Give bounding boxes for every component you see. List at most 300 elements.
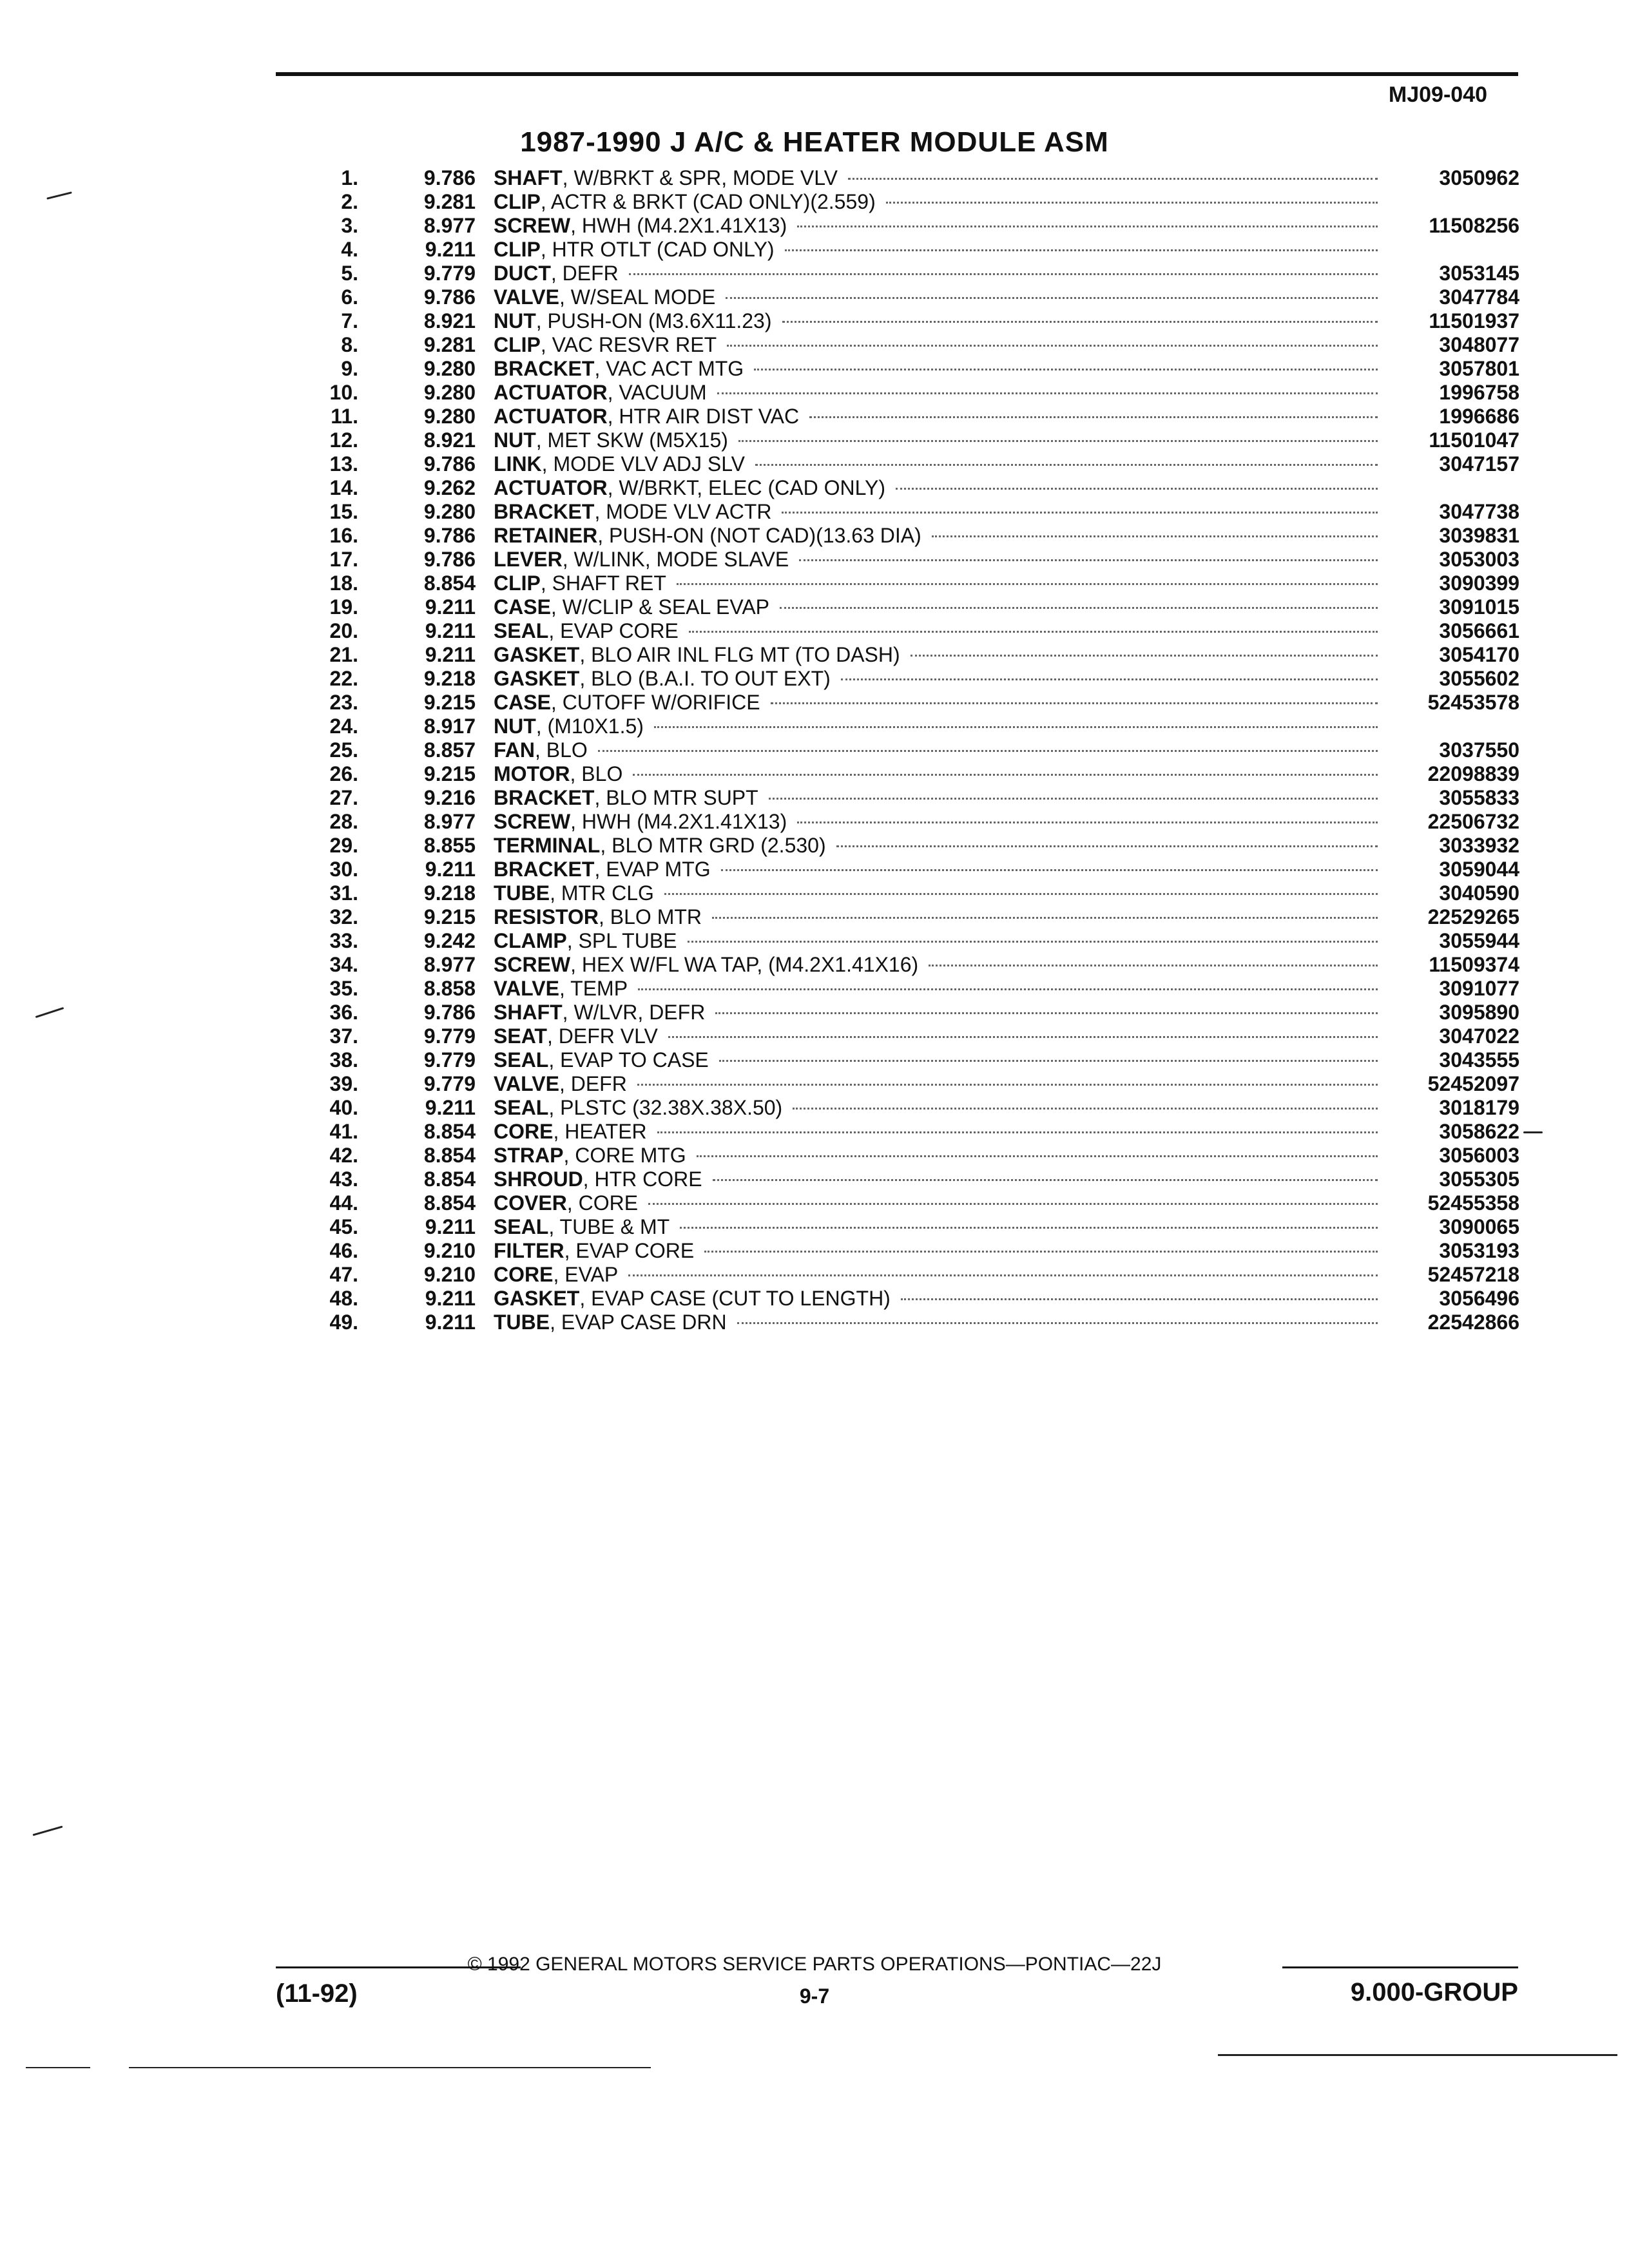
part-description bbox=[494, 1168, 1383, 1191]
part-number: 11509374 bbox=[1429, 953, 1519, 976]
part-name: VALVE bbox=[494, 285, 559, 309]
table-row bbox=[0, 381, 1629, 405]
part-number: 3047022 bbox=[1439, 1024, 1519, 1048]
part-number: 3059044 bbox=[1439, 858, 1519, 881]
leader-dots bbox=[717, 392, 1378, 394]
item-number: 28. bbox=[329, 810, 358, 833]
part-detail: , HTR OTLT (CAD ONLY) bbox=[540, 238, 775, 261]
group-number: 8.921 bbox=[423, 428, 476, 452]
part-description bbox=[494, 1191, 1383, 1215]
part-description bbox=[494, 643, 1383, 667]
item-number: 16. bbox=[329, 524, 358, 547]
part-name: CLIP bbox=[494, 333, 541, 356]
item-number: 38. bbox=[329, 1048, 358, 1072]
item-number: 6. bbox=[341, 285, 358, 309]
part-description bbox=[494, 238, 1383, 262]
part-name: SEAT bbox=[494, 1024, 547, 1048]
part-description bbox=[494, 476, 1383, 500]
part-description bbox=[494, 834, 1383, 858]
part-name: GASKET bbox=[494, 1287, 580, 1310]
part-number: 3048077 bbox=[1439, 333, 1519, 356]
part-name: BRACKET bbox=[494, 357, 595, 380]
group-number: 9.210 bbox=[423, 1263, 476, 1286]
group-number: 9.218 bbox=[423, 667, 476, 690]
part-number: 11508256 bbox=[1429, 214, 1519, 237]
part-name: BRACKET bbox=[494, 858, 595, 881]
table-row bbox=[0, 1144, 1629, 1168]
leader-dots bbox=[782, 512, 1378, 514]
leader-dots bbox=[712, 917, 1378, 919]
table-row bbox=[0, 762, 1629, 786]
part-name: GASKET bbox=[494, 667, 580, 690]
part-name: SCREW bbox=[494, 953, 571, 976]
table-row bbox=[0, 190, 1629, 214]
part-name: NUT bbox=[494, 428, 536, 452]
leader-dots bbox=[836, 845, 1378, 847]
leader-dots bbox=[841, 678, 1378, 680]
group-number: 9.211 bbox=[425, 238, 476, 261]
table-row bbox=[0, 405, 1629, 428]
part-detail: , VAC RESVR RET bbox=[540, 333, 717, 356]
table-row bbox=[0, 881, 1629, 905]
item-number: 40. bbox=[329, 1096, 358, 1119]
part-description bbox=[494, 1311, 1383, 1334]
group-number: 9.211 bbox=[425, 1287, 476, 1310]
part-detail: , PUSH-ON (M3.6X11.23) bbox=[535, 309, 772, 332]
part-detail: , CUTOFF W/ORIFICE bbox=[550, 691, 760, 714]
group-number: 9.218 bbox=[423, 881, 476, 905]
table-row bbox=[0, 810, 1629, 834]
part-description bbox=[494, 953, 1383, 977]
item-number: 37. bbox=[329, 1024, 358, 1048]
group-number: 8.855 bbox=[423, 834, 476, 857]
part-number: 22529265 bbox=[1427, 905, 1519, 928]
part-number: 3056003 bbox=[1439, 1144, 1519, 1167]
leader-dots bbox=[799, 559, 1378, 561]
part-description bbox=[494, 929, 1383, 953]
part-detail: , BLO MTR GRD (2.530) bbox=[600, 834, 826, 857]
leader-dots bbox=[726, 297, 1378, 299]
part-description bbox=[494, 500, 1383, 524]
table-row bbox=[0, 333, 1629, 357]
scan-edge-line bbox=[26, 2067, 90, 2068]
leader-dots bbox=[598, 750, 1378, 752]
part-detail: , HTR CORE bbox=[583, 1168, 702, 1191]
leader-dots bbox=[911, 655, 1378, 657]
table-row bbox=[0, 1263, 1629, 1287]
part-name: CLIP bbox=[494, 238, 541, 261]
part-detail: , TUBE & MT bbox=[548, 1215, 670, 1238]
part-name: GASKET bbox=[494, 643, 580, 666]
group-number: 9.280 bbox=[423, 357, 476, 380]
part-number: 22098839 bbox=[1427, 762, 1519, 785]
item-number: 44. bbox=[329, 1191, 358, 1215]
leader-dots bbox=[713, 1179, 1378, 1181]
part-description bbox=[494, 1287, 1383, 1311]
binding-mark bbox=[33, 1825, 63, 1836]
part-description bbox=[494, 1144, 1383, 1168]
table-row bbox=[0, 643, 1629, 667]
leader-dots bbox=[727, 345, 1378, 347]
leader-dots bbox=[793, 1108, 1378, 1110]
leader-dots bbox=[896, 488, 1378, 490]
part-description bbox=[494, 810, 1383, 834]
group-number: 9.786 bbox=[423, 1001, 476, 1024]
part-description bbox=[494, 1048, 1383, 1072]
part-detail: , W/LVR, DEFR bbox=[562, 1001, 706, 1024]
group-number: 9.215 bbox=[423, 905, 476, 928]
part-number: 52457218 bbox=[1427, 1263, 1519, 1286]
part-number: 3057801 bbox=[1439, 357, 1519, 380]
table-row bbox=[0, 1215, 1629, 1239]
part-name: BRACKET bbox=[494, 786, 595, 809]
part-description bbox=[494, 262, 1383, 285]
part-description bbox=[494, 548, 1383, 572]
part-detail: , EVAP MTG bbox=[594, 858, 711, 881]
part-name: CLIP bbox=[494, 572, 541, 595]
top-rule bbox=[276, 72, 1518, 76]
item-number: 46. bbox=[329, 1239, 358, 1262]
part-detail: , EVAP TO CASE bbox=[548, 1048, 709, 1072]
footer-rule-right bbox=[1282, 1966, 1518, 1968]
part-description bbox=[494, 1120, 1383, 1144]
item-number: 32. bbox=[329, 905, 358, 928]
part-number: 22542866 bbox=[1427, 1311, 1519, 1334]
part-description bbox=[494, 405, 1383, 428]
table-row bbox=[0, 953, 1629, 977]
leader-dots bbox=[689, 631, 1378, 633]
group-number: 9.211 bbox=[425, 858, 476, 881]
group-number: 9.211 bbox=[425, 1096, 476, 1119]
part-description bbox=[494, 1215, 1383, 1239]
part-name: TUBE bbox=[494, 1311, 550, 1334]
part-detail: , MTR CLG bbox=[550, 881, 654, 905]
leader-dots bbox=[628, 1274, 1378, 1276]
leader-dots bbox=[737, 1322, 1378, 1324]
item-number: 24. bbox=[329, 715, 358, 738]
part-description bbox=[494, 1072, 1383, 1096]
table-row bbox=[0, 428, 1629, 452]
part-number: 3058622 bbox=[1439, 1120, 1519, 1143]
table-row bbox=[0, 238, 1629, 262]
scan-edge-line bbox=[129, 2067, 651, 2068]
group-number: 8.977 bbox=[423, 214, 476, 237]
item-number: 49. bbox=[329, 1311, 358, 1334]
item-number: 23. bbox=[329, 691, 358, 714]
part-number: 3055602 bbox=[1439, 667, 1519, 690]
part-name: NUT bbox=[494, 715, 536, 738]
part-name: CLIP bbox=[494, 190, 541, 213]
part-number: 22506732 bbox=[1427, 810, 1519, 833]
group-number: 9.786 bbox=[423, 524, 476, 547]
part-detail: , W/BRKT & SPR, MODE VLV bbox=[562, 166, 838, 189]
group-number: 9.216 bbox=[423, 786, 476, 809]
part-detail: , BLO AIR INL FLG MT (TO DASH) bbox=[579, 643, 900, 666]
part-name: CORE bbox=[494, 1263, 554, 1286]
part-name: CORE bbox=[494, 1120, 554, 1143]
leader-dots bbox=[782, 321, 1378, 323]
item-number: 42. bbox=[329, 1144, 358, 1167]
leader-dots bbox=[738, 440, 1378, 442]
part-description bbox=[494, 595, 1383, 619]
part-detail: , DEFR VLV bbox=[546, 1024, 658, 1048]
leader-dots bbox=[797, 226, 1378, 227]
table-row bbox=[0, 524, 1629, 548]
part-name: SEAL bbox=[494, 619, 549, 642]
part-name: SCREW bbox=[494, 810, 571, 833]
item-number: 12. bbox=[329, 428, 358, 452]
part-detail: , HEATER bbox=[553, 1120, 647, 1143]
item-number: 47. bbox=[329, 1263, 358, 1286]
scan-edge-line bbox=[1218, 2054, 1617, 2056]
part-detail: , MODE VLV ADJ SLV bbox=[541, 452, 746, 476]
table-row bbox=[0, 1072, 1629, 1096]
part-name: NUT bbox=[494, 309, 536, 332]
part-description bbox=[494, 738, 1383, 762]
part-name: SEAL bbox=[494, 1215, 549, 1238]
part-description bbox=[494, 905, 1383, 929]
part-number: 52455358 bbox=[1427, 1191, 1519, 1215]
part-name: CASE bbox=[494, 595, 551, 619]
part-detail: , TEMP bbox=[559, 977, 628, 1000]
item-number: 8. bbox=[341, 333, 358, 356]
table-row bbox=[0, 715, 1629, 738]
table-row bbox=[0, 905, 1629, 929]
parts-list bbox=[0, 166, 1629, 1334]
group-number: 8.854 bbox=[423, 1120, 476, 1143]
group-number: 9.779 bbox=[423, 1024, 476, 1048]
group-label: 9.000-GROUP bbox=[1350, 1978, 1518, 2006]
part-detail: , CORE bbox=[566, 1191, 639, 1215]
part-number: 11501047 bbox=[1429, 428, 1519, 452]
part-number: 3033932 bbox=[1439, 834, 1519, 857]
part-number: 3050962 bbox=[1439, 166, 1519, 189]
item-number: 35. bbox=[329, 977, 358, 1000]
part-name: COVER bbox=[494, 1191, 567, 1215]
part-detail: , EVAP CASE DRN bbox=[550, 1311, 727, 1334]
part-description bbox=[494, 858, 1383, 881]
part-detail: , EVAP CORE bbox=[548, 619, 679, 642]
group-number: 9.242 bbox=[423, 929, 476, 952]
table-row bbox=[0, 667, 1629, 691]
item-number: 5. bbox=[341, 262, 358, 285]
group-number: 8.854 bbox=[423, 1191, 476, 1215]
page-title: 1987-1990 J A/C & HEATER MODULE ASM bbox=[520, 126, 1109, 158]
table-row bbox=[0, 1024, 1629, 1048]
group-number: 8.921 bbox=[423, 309, 476, 332]
item-number: 7. bbox=[341, 309, 358, 332]
part-detail: , VACUUM bbox=[607, 381, 707, 404]
part-detail: , PLSTC (32.38X.38X.50) bbox=[548, 1096, 783, 1119]
table-row bbox=[0, 786, 1629, 810]
table-row bbox=[0, 1191, 1629, 1215]
part-name: LINK bbox=[494, 452, 542, 476]
part-name: TUBE bbox=[494, 881, 550, 905]
copyright-notice: © 1992 GENERAL MOTORS SERVICE PARTS OPERATIONS—PONTIAC—22J bbox=[467, 1954, 1162, 1975]
part-description bbox=[494, 333, 1383, 357]
table-row bbox=[0, 309, 1629, 333]
table-row bbox=[0, 548, 1629, 572]
part-description bbox=[494, 667, 1383, 691]
part-description bbox=[494, 977, 1383, 1001]
part-detail: , DEFR bbox=[559, 1072, 627, 1095]
leader-dots bbox=[657, 1131, 1378, 1133]
item-number: 27. bbox=[329, 786, 358, 809]
part-name: VALVE bbox=[494, 1072, 559, 1095]
part-description bbox=[494, 1263, 1383, 1287]
part-number: 3043555 bbox=[1439, 1048, 1519, 1072]
part-detail: , EVAP CASE (CUT TO LENGTH) bbox=[579, 1287, 891, 1310]
table-row bbox=[0, 572, 1629, 595]
group-number: 9.280 bbox=[423, 500, 476, 523]
leader-dots bbox=[848, 178, 1378, 180]
group-number: 8.854 bbox=[423, 1144, 476, 1167]
part-detail: , W/CLIP & SEAL EVAP bbox=[550, 595, 769, 619]
group-number: 9.280 bbox=[423, 381, 476, 404]
part-number: 52452097 bbox=[1427, 1072, 1519, 1095]
table-row bbox=[0, 1311, 1629, 1334]
item-number: 25. bbox=[329, 738, 358, 762]
part-number: 3037550 bbox=[1439, 738, 1519, 762]
item-number: 10. bbox=[329, 381, 358, 404]
part-number: 3047784 bbox=[1439, 285, 1519, 309]
item-number: 20. bbox=[329, 619, 358, 642]
part-description bbox=[494, 1239, 1383, 1263]
part-detail: , BLO MTR bbox=[599, 905, 702, 928]
part-description bbox=[494, 691, 1383, 715]
part-name: STRAP bbox=[494, 1144, 564, 1167]
group-number: 8.977 bbox=[423, 810, 476, 833]
part-detail: , EVAP CORE bbox=[564, 1239, 695, 1262]
group-number: 9.211 bbox=[425, 643, 476, 666]
leader-dots bbox=[633, 774, 1378, 776]
part-detail: , MET SKW (M5X15) bbox=[535, 428, 728, 452]
part-description bbox=[494, 190, 1383, 214]
table-row bbox=[0, 500, 1629, 524]
part-number: 3039831 bbox=[1439, 524, 1519, 547]
group-number: 9.211 bbox=[425, 1311, 476, 1334]
part-detail: , HWH (M4.2X1.41X13) bbox=[570, 214, 787, 237]
table-row bbox=[0, 595, 1629, 619]
leader-dots bbox=[886, 202, 1378, 204]
leader-dots bbox=[771, 702, 1378, 704]
part-name: LEVER bbox=[494, 548, 563, 571]
table-row bbox=[0, 476, 1629, 500]
leader-dots bbox=[697, 1155, 1378, 1157]
group-number: 9.211 bbox=[425, 595, 476, 619]
part-name: SHROUD bbox=[494, 1168, 583, 1191]
part-name: SHAFT bbox=[494, 1001, 563, 1024]
part-detail: , W/LINK, MODE SLAVE bbox=[562, 548, 789, 571]
group-number: 8.917 bbox=[423, 715, 476, 738]
item-number: 21. bbox=[329, 643, 358, 666]
part-description bbox=[494, 715, 1383, 738]
part-number: 3047738 bbox=[1439, 500, 1519, 523]
part-name: FILTER bbox=[494, 1239, 564, 1262]
part-detail: , DEFR bbox=[550, 262, 619, 285]
item-number: 36. bbox=[329, 1001, 358, 1024]
part-detail: , MODE VLV ACTR bbox=[594, 500, 772, 523]
part-detail: , W/BRKT, ELEC (CAD ONLY) bbox=[607, 476, 886, 499]
part-number: 3054170 bbox=[1439, 643, 1519, 666]
part-number: 3091077 bbox=[1439, 977, 1519, 1000]
table-row bbox=[0, 1168, 1629, 1191]
part-name: ACTUATOR bbox=[494, 381, 608, 404]
leader-dots bbox=[901, 1298, 1378, 1300]
leader-dots bbox=[668, 1036, 1378, 1038]
table-row bbox=[0, 738, 1629, 762]
table-row bbox=[0, 691, 1629, 715]
item-number: 39. bbox=[329, 1072, 358, 1095]
item-number: 33. bbox=[329, 929, 358, 952]
leader-dots bbox=[929, 965, 1378, 966]
part-description bbox=[494, 428, 1383, 452]
page-number: 9-7 bbox=[799, 1984, 830, 2008]
part-number: 3053145 bbox=[1439, 262, 1519, 285]
group-number: 9.786 bbox=[423, 166, 476, 189]
item-number: 48. bbox=[329, 1287, 358, 1310]
leader-dots bbox=[629, 273, 1378, 275]
part-number: 3053193 bbox=[1439, 1239, 1519, 1262]
item-number: 45. bbox=[329, 1215, 358, 1238]
leader-dots bbox=[715, 1012, 1378, 1014]
leader-dots bbox=[638, 988, 1378, 990]
group-number: 8.977 bbox=[423, 953, 476, 976]
part-detail: , VAC ACT MTG bbox=[594, 357, 744, 380]
part-name: CLAMP bbox=[494, 929, 567, 952]
part-number: 3055305 bbox=[1439, 1168, 1519, 1191]
part-number: 3056661 bbox=[1439, 619, 1519, 642]
table-row bbox=[0, 1120, 1629, 1144]
part-number: 3047157 bbox=[1439, 452, 1519, 476]
leader-dots bbox=[785, 249, 1378, 251]
leader-dots bbox=[704, 1251, 1378, 1253]
group-number: 8.854 bbox=[423, 572, 476, 595]
part-number: 3018179 bbox=[1439, 1096, 1519, 1119]
part-name: TERMINAL bbox=[494, 834, 601, 857]
part-detail: , PUSH-ON (NOT CAD)(13.63 DIA) bbox=[597, 524, 921, 547]
group-number: 9.786 bbox=[423, 285, 476, 309]
leader-dots bbox=[780, 607, 1378, 609]
item-number: 30. bbox=[329, 858, 358, 881]
part-name: MOTOR bbox=[494, 762, 570, 785]
group-number: 8.858 bbox=[423, 977, 476, 1000]
item-number: 22. bbox=[329, 667, 358, 690]
item-number: 13. bbox=[329, 452, 358, 476]
part-name: VALVE bbox=[494, 977, 559, 1000]
part-detail: , HEX W/FL WA TAP, (M4.2X1.41X16) bbox=[570, 953, 919, 976]
leader-dots bbox=[688, 941, 1378, 943]
part-number: 52453578 bbox=[1427, 691, 1519, 714]
part-detail: , BLO (B.A.I. TO OUT EXT) bbox=[579, 667, 831, 690]
part-name: SEAL bbox=[494, 1048, 549, 1072]
part-number: 3040590 bbox=[1439, 881, 1519, 905]
part-description bbox=[494, 1001, 1383, 1024]
leader-dots bbox=[721, 869, 1378, 871]
leader-dots bbox=[637, 1084, 1378, 1086]
part-number: 3090399 bbox=[1439, 572, 1519, 595]
part-description bbox=[494, 619, 1383, 643]
table-row bbox=[0, 166, 1629, 190]
table-row bbox=[0, 834, 1629, 858]
table-row bbox=[0, 452, 1629, 476]
leader-dots bbox=[755, 464, 1378, 466]
part-name: CASE bbox=[494, 691, 551, 714]
item-number: 9. bbox=[341, 357, 358, 380]
table-row bbox=[0, 285, 1629, 309]
part-detail: , CORE MTG bbox=[563, 1144, 686, 1167]
group-number: 9.211 bbox=[425, 619, 476, 642]
